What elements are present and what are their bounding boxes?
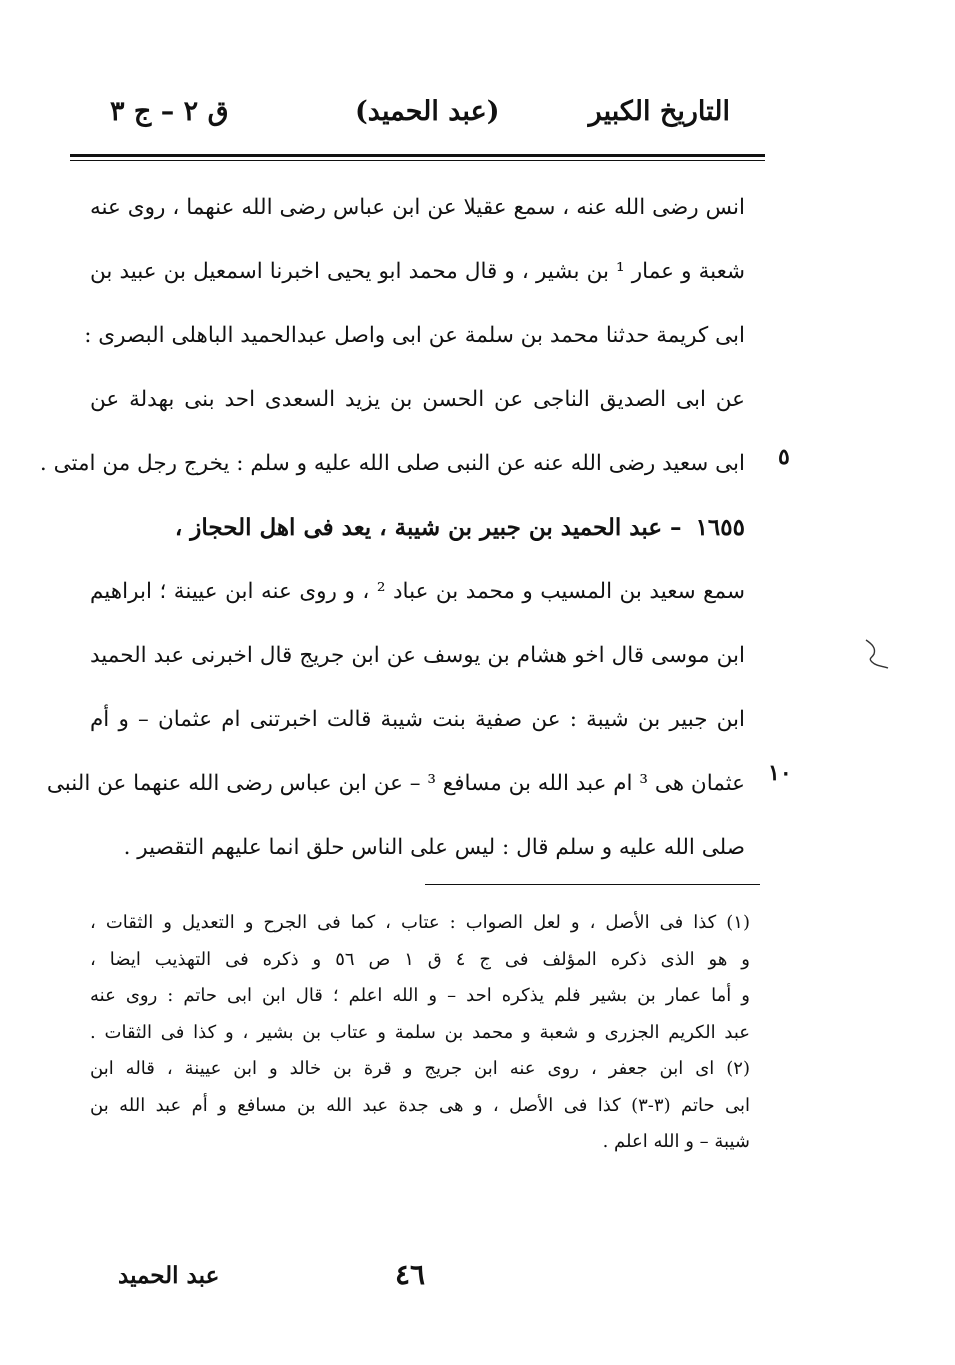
text-line: شعبة و عمار ¹ بن بشير ، و قال محمد ابو يحيى اخبرنا اسمعيل بن عبيد بن (90, 259, 745, 284)
text-line: ابى كريمة حدثنا محمد بن سلمة عن ابى واصل عبدالحميد الباهلى البصرى : (84, 323, 745, 348)
footnote-line: (١) كذا فى الأصل ، و لعل الصواب : عتاب ، كما فى الجرح و التعديل و الثقات ، (90, 912, 750, 933)
entry-heading-line (90, 496, 745, 560)
footnote-line: و هو الذى ذكره المؤلف فى ج ٤ ق ١ ص ٥٦ و ذكره فى التهذيب ايضا ، (90, 948, 750, 970)
text-line: سمع سعيد بن المسيب و محمد بن عباد ² ، و روى عنه ابن عيينة ؛ ابراهيم (90, 579, 745, 604)
text-line: عثمان هى ³ ام عبد الله بن مسافع ³ – عن ابن عباس رضى الله عنهما عن النبى (46, 771, 745, 796)
catchword: عبد الحميد (118, 1262, 220, 1289)
running-header (70, 96, 770, 146)
text-line: ابن موسى قال اخو هشام بن يوسف عن ابن جريج قال اخبرنى عبد الحميد (90, 643, 745, 668)
text-line: صلى الله عليه و سلم قال : ليس على الناس حلق انما عليهم التقصير . (123, 835, 745, 860)
text-line: ابى سعيد رضى الله عنه عن النبى صلى الله عليه و سلم : يخرج رجل من امتى . (39, 451, 745, 476)
main-text (39, 176, 745, 880)
footnote-line: ابى حاتم (٣-٣) كذا فى الأصل ، و هى جدة عبد الله بن مسافع و أم عبد الله بن (90, 1094, 750, 1116)
text-line: انس رضى الله عنه ، سمع عقيلا عن ابن عباس رضى الله عنهما ، روى عنه (90, 195, 745, 220)
text-line: عن ابى الصديق الناجى عن الحسن بن يزيد السعدى احد بنى بهدلة عن (90, 387, 745, 412)
entry-number: ١٦٥٥ (695, 514, 745, 541)
header-section-name: (عبد الحميد) (355, 96, 500, 127)
margin-line-number-10: ١٠ (768, 760, 792, 786)
footnotes (90, 905, 750, 1161)
footnote-line: عبد الكريم الجزرى و شعبة و محمد بن سلمة و عتاب بن بشير ، و كذا فى الثقات . (90, 1021, 750, 1043)
header-volume-part: ق ٢ – ج ٣ (110, 96, 229, 127)
handwritten-pen-mark (862, 636, 894, 670)
text-line: ابن جبير بن شيبة : عن صفية بنت شيبة قالت اخبرتنى ام عثمان – و أم (90, 707, 745, 732)
footnote-separator (425, 884, 760, 885)
header-rule-thick (70, 154, 765, 157)
footnote-line: و أما عمار بن بشير فلم يذكره احد – و الله اعلم ؛ قال ابن ابى حاتم : روى عنه (90, 985, 750, 1006)
header-book-title: التاريخ الكبير (588, 96, 730, 127)
margin-line-number-5: ٥ (778, 444, 790, 470)
footnote-line: (٢) اى ابن جعفر ، روى عنه ابن جريج و قرة بن خالد و ابن عيينة ، قاله ابن (90, 1058, 750, 1079)
header-rule-thin (70, 160, 765, 161)
page-number: ٤٦ (395, 1258, 426, 1291)
footnote-line: شيبة – و الله اعلم . (602, 1131, 750, 1152)
entry-heading: – عبد الحميد بن جبير بن شيبة ، يعد فى اهل الحجاز ، (174, 514, 682, 541)
